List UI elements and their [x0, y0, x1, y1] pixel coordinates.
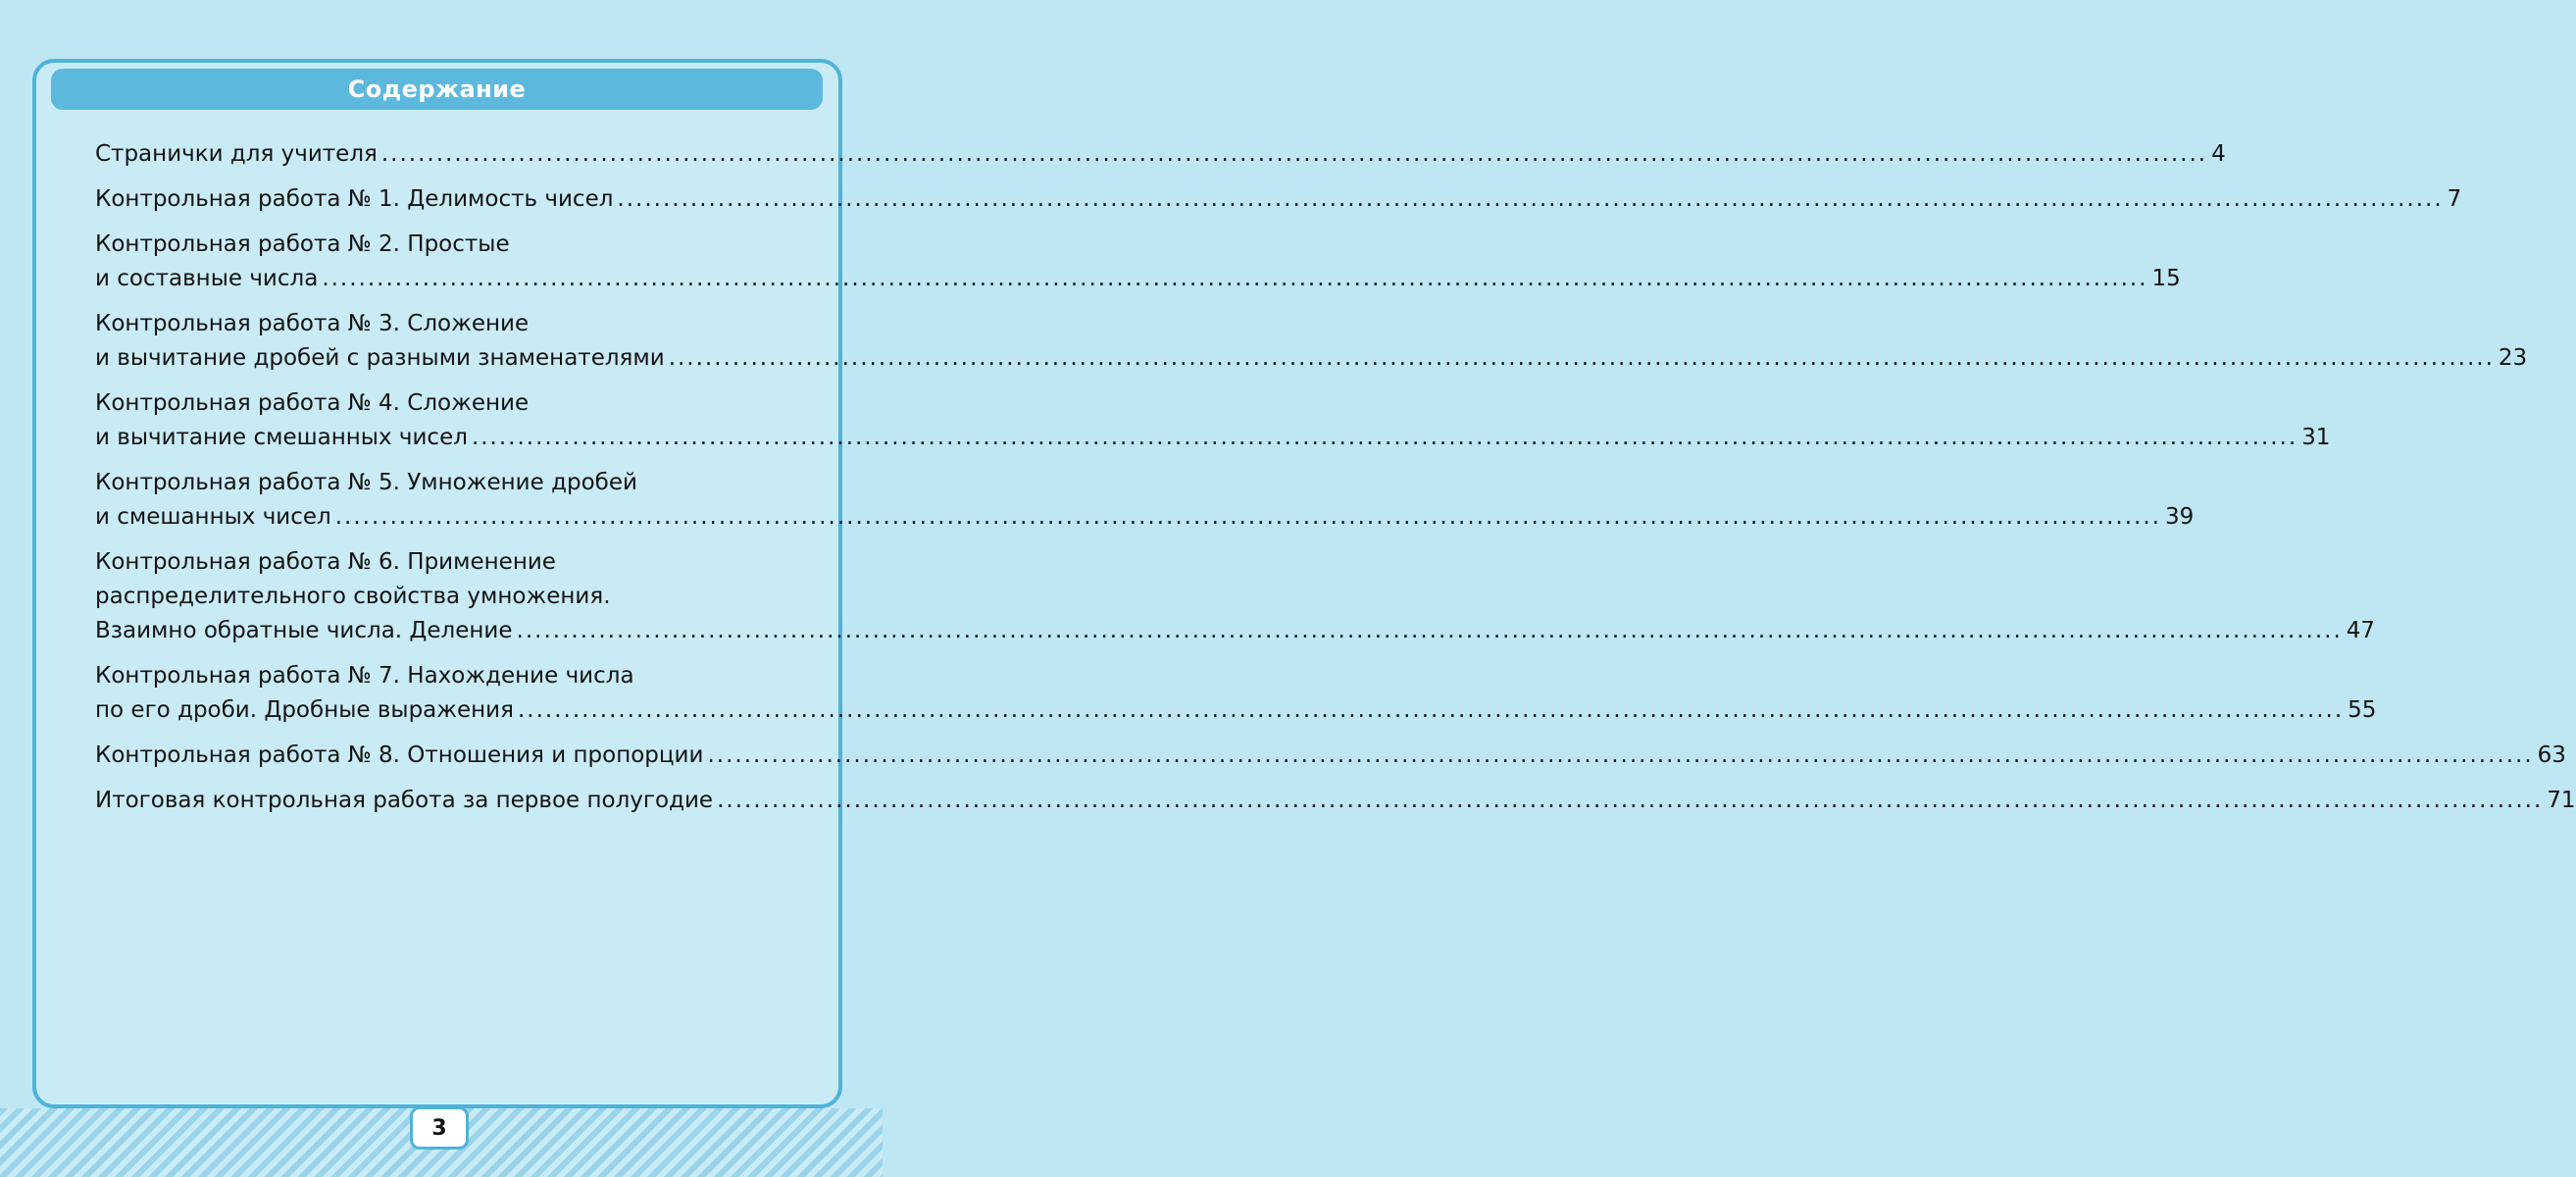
toc-entry-title: Контрольная работа № 2. Простые — [95, 231, 510, 257]
toc-entry — [95, 182, 2462, 217]
title-bar — [51, 69, 823, 110]
toc-entry-last-line — [95, 500, 2195, 535]
toc-entry-title: Странички для учителя — [95, 141, 378, 167]
toc-entry-page: 4 — [2211, 141, 2226, 167]
dot-leader: ........................................................................................................................................................................................................ — [322, 266, 2148, 291]
toc-entry-title: Контрольная работа № 4. Сложение — [95, 390, 530, 416]
toc-entry-title: распределительного свойства умножения. — [95, 584, 611, 609]
dot-leader: ........................................................................................................................................................................................................ — [380, 141, 2208, 167]
toc-entry-title: Контрольная работа № 7. Нахождение числа — [95, 663, 634, 689]
toc-entry-title: и составные числа — [95, 266, 319, 291]
toc-entry — [95, 307, 2528, 376]
page-title: Содержание — [347, 76, 527, 103]
dot-leader: ........................................................................................................................................................................................................ — [471, 425, 2298, 450]
toc-entry-page: 63 — [2537, 742, 2566, 768]
toc-entry-page: 71 — [2547, 788, 2576, 813]
table-of-contents — [95, 137, 2576, 829]
toc-entry-title: Взаимно обратные числа. Деление — [95, 618, 513, 643]
toc-entry-title: Контрольная работа № 6. Применение — [95, 549, 556, 575]
toc-entry-last-line — [95, 614, 2376, 648]
toc-entry-page: 7 — [2447, 186, 2462, 212]
toc-entry-last-line — [95, 182, 2462, 217]
toc-entry — [95, 659, 2377, 728]
toc-entry-last-line — [95, 784, 2576, 818]
dot-leader: ........................................................................................................................................................................................................ — [668, 345, 2495, 371]
toc-entry-title: Контрольная работа № 3. Сложение — [95, 311, 530, 336]
toc-entry-last-line — [95, 421, 2331, 455]
toc-entry-title: по его дроби. Дробные выражения — [95, 697, 514, 723]
dot-leader: ........................................................................................................................................................................................................ — [334, 504, 2161, 530]
toc-entry-title: и смешанных чисел — [95, 504, 331, 530]
toc-entry — [95, 228, 2181, 296]
toc-entry-title: и вычитание смешанных чисел — [95, 425, 468, 450]
dot-leader: ........................................................................................................................................................................................................ — [517, 697, 2345, 723]
dot-leader: ........................................................................................................................................................................................................ — [516, 618, 2343, 643]
toc-entry — [95, 466, 2195, 535]
toc-entry-title: Контрольная работа № 8. Отношения и пропорции — [95, 742, 704, 768]
toc-entry — [95, 739, 2566, 773]
toc-entry-title: Контрольная работа № 1. Делимость чисел — [95, 186, 614, 212]
toc-entry-last-line — [95, 262, 2181, 296]
toc-entry-page: 23 — [2498, 345, 2528, 371]
toc-entry-title: Итоговая контрольная работа за первое полугодие — [95, 788, 714, 813]
toc-entry-last-line — [95, 137, 2226, 172]
toc-entry-page: 55 — [2348, 697, 2377, 723]
dot-leader: ........................................................................................................................................................................................................ — [707, 742, 2534, 768]
dot-leader: ........................................................................................................................................................................................................ — [717, 788, 2544, 813]
toc-entry — [95, 784, 2576, 818]
toc-entry-page: 15 — [2151, 266, 2181, 291]
toc-entry-page: 47 — [2346, 618, 2376, 643]
toc-entry — [95, 545, 2376, 648]
toc-entry — [95, 386, 2331, 455]
toc-entry-last-line — [95, 341, 2528, 376]
toc-entry-last-line — [95, 693, 2377, 728]
page-number: 3 — [410, 1106, 469, 1150]
toc-entry-title: и вычитание дробей с разными знаменателями — [95, 345, 665, 371]
toc-entry-last-line — [95, 739, 2566, 773]
dot-leader: ........................................................................................................................................................................................................ — [617, 186, 2444, 212]
toc-entry-page: 39 — [2164, 504, 2195, 530]
toc-entry — [95, 137, 2226, 172]
toc-entry-page: 31 — [2301, 425, 2331, 450]
toc-entry-title: Контрольная работа № 5. Умножение дробей — [95, 470, 637, 495]
